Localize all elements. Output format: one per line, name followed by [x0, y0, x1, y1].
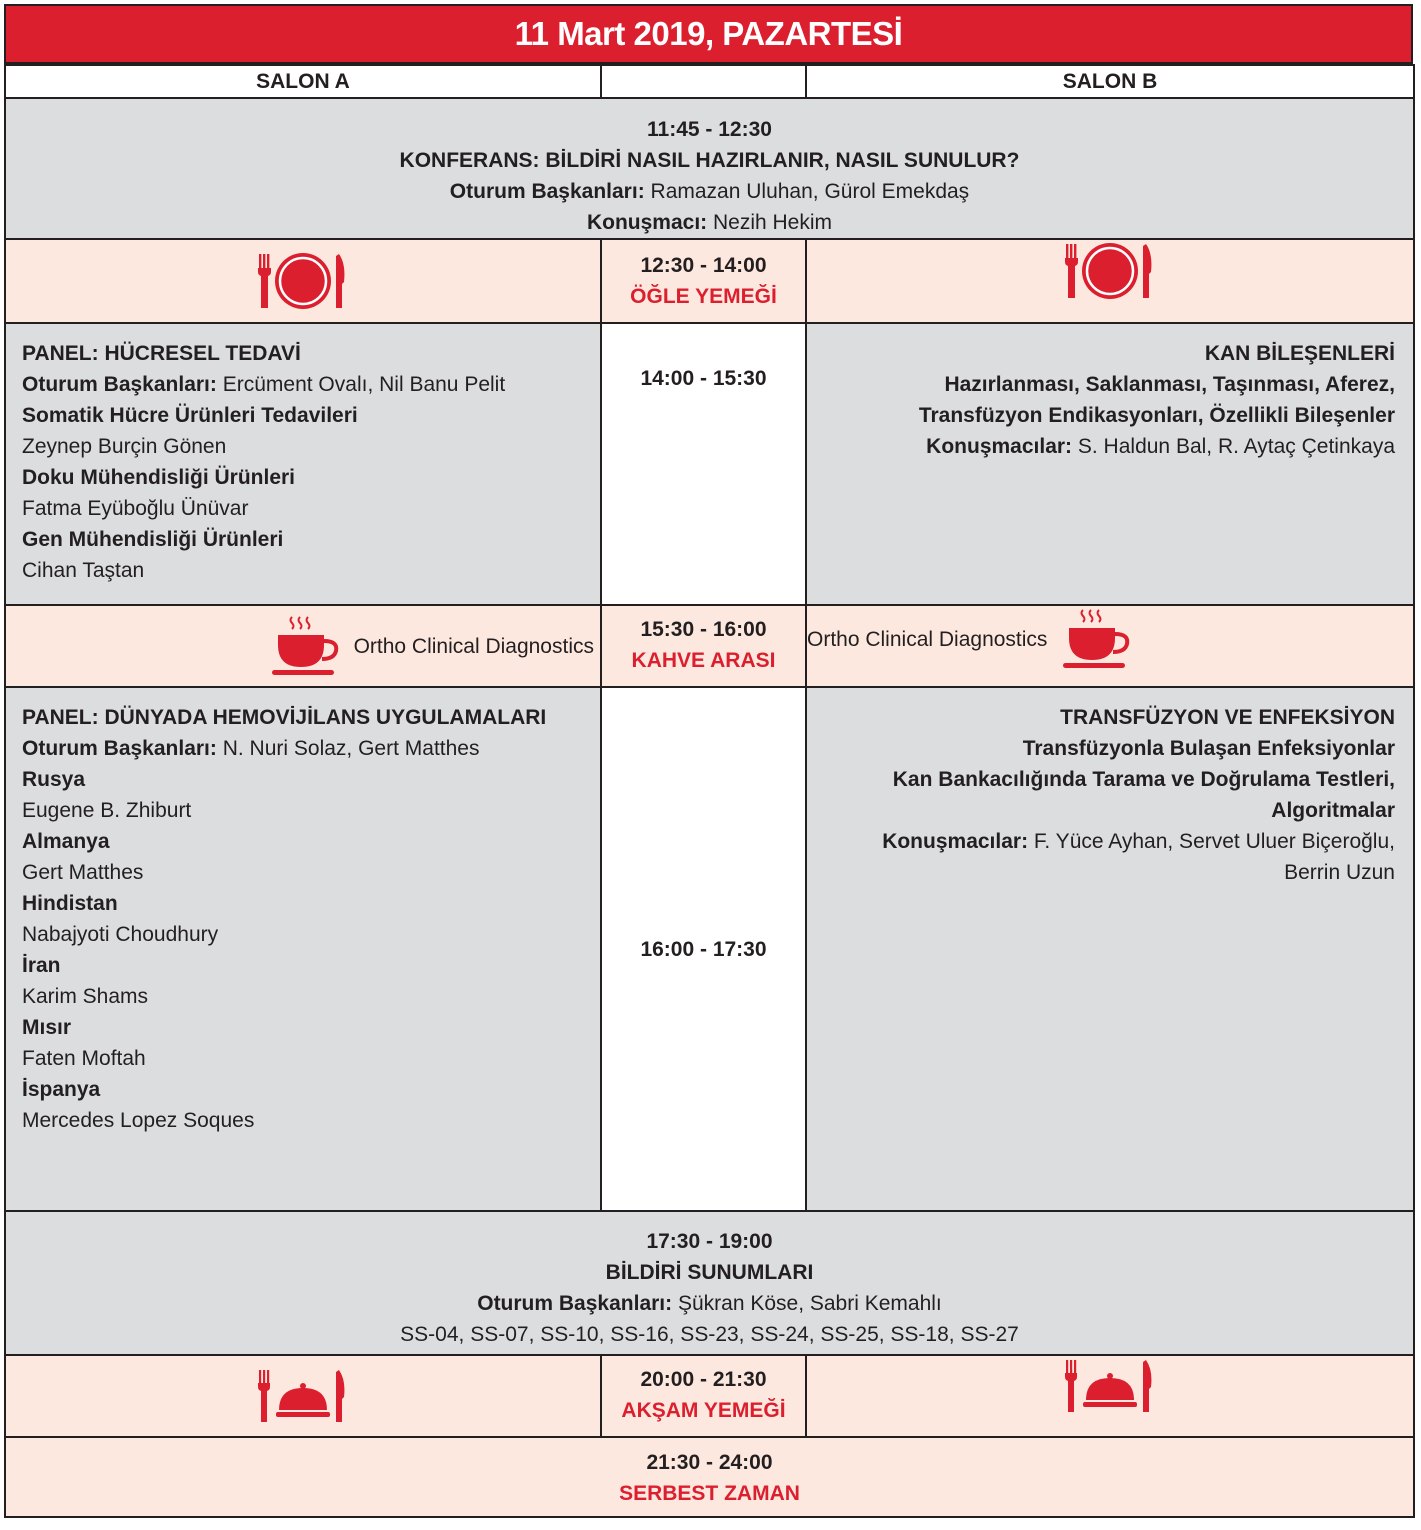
session2-speaker: Faten Moftah — [22, 1047, 146, 1070]
session1-right-subtitle: Transfüzyon Endikasyonları, Özellikli Bileşenler — [918, 404, 1395, 427]
papers-row — [5, 1211, 1414, 1355]
session1-speakers: S. Haldun Bal, R. Aytaç Çetinkaya — [1072, 435, 1395, 458]
session1-speakers-line — [823, 431, 1395, 462]
session2-speaker: Gert Matthes — [22, 861, 144, 884]
cloche-cutlery-icon — [6, 1356, 600, 1436]
session2-chairs-line — [22, 733, 584, 764]
session1-speaker: Fatma Eyüboğlu Ünüvar — [22, 497, 249, 520]
coffee-label: KAHVE ARASI — [631, 649, 776, 672]
papers-chairs-line — [6, 1288, 1413, 1319]
session2-country: Almanya — [22, 830, 110, 853]
coffee-center-cell — [601, 605, 806, 687]
session2-country: İspanya — [22, 1078, 101, 1101]
coffee-time: 15:30 - 16:00 — [640, 618, 767, 641]
session2-speaker: Mercedes Lopez Soques — [22, 1109, 255, 1132]
lunch-left-cell — [5, 239, 601, 323]
coffee-row — [5, 605, 1414, 687]
conference-row — [5, 98, 1414, 239]
coffee-sponsor-left: Ortho Clinical Diagnostics — [353, 634, 594, 658]
session2-speakers-line — [823, 826, 1395, 857]
lunch-row — [5, 239, 1414, 323]
session1-left-title: PANEL: HÜCRESEL TEDAVİ — [22, 342, 301, 365]
dinner-left-cell — [5, 1355, 601, 1437]
papers-time: 17:30 - 19:00 — [646, 1230, 773, 1253]
conference-speaker-line — [6, 207, 1413, 238]
lunch-center-cell — [601, 239, 806, 323]
lunch-right-cell — [806, 239, 1414, 323]
session1-speaker: Cihan Taştan — [22, 559, 145, 582]
conference-cell — [5, 98, 1414, 239]
session2-right-subtitle: Algoritmalar — [1271, 799, 1395, 822]
session2-time: 16:00 - 17:30 — [640, 937, 767, 961]
dinner-row — [5, 1355, 1414, 1437]
session2-right-cell — [806, 687, 1414, 1211]
page-title: 11 Mart 2019, PAZARTESİ — [4, 4, 1413, 64]
chairs-label: Oturum Başkanları: — [477, 1292, 673, 1315]
conference-title: KONFERANS: BİLDİRİ NASIL HAZIRLANIR, NASIL SUNULUR? — [399, 149, 1020, 172]
lunch-label: ÖĞLE YEMEĞİ — [630, 285, 777, 308]
free-label: SERBEST ZAMAN — [619, 1482, 800, 1505]
papers-cell — [5, 1211, 1414, 1355]
coffee-sponsor-right: Ortho Clinical Diagnostics — [807, 627, 1048, 651]
coffee-left-cell — [5, 605, 601, 687]
salon-a-header: SALON A — [5, 65, 601, 98]
session1-speaker: Zeynep Burçin Gönen — [22, 435, 227, 458]
dinner-right-cell — [806, 1355, 1414, 1437]
speakers-label: Konuşmacılar: — [882, 830, 1029, 853]
chairs-label: Oturum Başkanları: — [22, 737, 217, 760]
session2-right-subtitle: Kan Bankacılığında Tarama ve Doğrulama Testleri, — [892, 768, 1395, 791]
cloche-cutlery-icon — [807, 1356, 1413, 1416]
session1-chairs-line — [22, 369, 584, 400]
session2-country: İran — [22, 954, 61, 977]
header-row — [5, 65, 1414, 98]
session2-country: Hindistan — [22, 892, 118, 915]
conference-chairs: Ramazan Uluhan, Gürol Emekdaş — [644, 180, 970, 203]
session1-chairs: Ercüment Ovalı, Nil Banu Pelit — [216, 373, 506, 396]
dinner-label: AKŞAM YEMEĞİ — [621, 1399, 786, 1422]
session1-right-title: KAN BİLEŞENLERİ — [1204, 342, 1395, 365]
conference-time: 11:45 - 12:30 — [647, 118, 772, 141]
session2-country: Mısır — [22, 1016, 72, 1039]
dinner-center-cell — [601, 1355, 806, 1437]
papers-codes: SS-04, SS-07, SS-10, SS-16, SS-23, SS-24, SS-25, SS-18, SS-27 — [400, 1323, 1019, 1346]
session2-left-title: PANEL: DÜNYADA HEMOVİJİLANS UYGULAMALARI — [22, 706, 547, 729]
chairs-label: Oturum Başkanları: — [449, 180, 645, 203]
session2-speakers-cont: Berrin Uzun — [1284, 861, 1395, 884]
papers-chairs: Şükran Köse, Sabri Kemahlı — [672, 1292, 942, 1315]
session2-country: Rusya — [22, 768, 86, 791]
session1-topic: Somatik Hücre Ürünleri Tedavileri — [22, 404, 358, 427]
schedule-table — [4, 64, 1415, 1518]
conference-chairs-line — [6, 176, 1413, 207]
session2-speaker: Karim Shams — [22, 985, 149, 1008]
session1-topic: Gen Mühendisliği Ürünleri — [22, 528, 284, 551]
session2-right-title: TRANSFÜZYON VE ENFEKSİYON — [1060, 706, 1395, 729]
lunch-time: 12:30 - 14:00 — [640, 254, 767, 277]
session2-speakers: F. Yüce Ayhan, Servet Uluer Biçeroğlu, — [1028, 830, 1395, 853]
free-time: 21:30 - 24:00 — [646, 1451, 773, 1474]
speaker-label: Konuşmacı: — [586, 211, 708, 234]
coffee-right-cell — [806, 605, 1414, 687]
session1-row — [5, 323, 1414, 605]
conference-speaker: Nezih Hekim — [707, 211, 833, 234]
session1-right-subtitle: Hazırlanması, Saklanması, Taşınması, Aferez, — [944, 373, 1395, 396]
session1-topic: Doku Mühendisliği Ürünleri — [22, 466, 296, 489]
session2-speaker: Nabajyoti Choudhury — [22, 923, 219, 946]
salon-b-header: SALON B — [806, 65, 1414, 98]
session2-row — [5, 687, 1414, 1211]
coffee-cup-icon — [272, 613, 340, 679]
free-row — [5, 1437, 1414, 1517]
chairs-label: Oturum Başkanları: — [22, 373, 217, 396]
speakers-label: Konuşmacılar: — [926, 435, 1073, 458]
coffee-cup-icon — [1063, 606, 1131, 672]
session2-left-cell — [5, 687, 601, 1211]
session1-time-cell — [601, 323, 806, 605]
plate-cutlery-icon — [6, 240, 600, 322]
papers-title: BİLDİRİ SUNUMLARI — [605, 1261, 814, 1284]
program-sheet — [4, 4, 1413, 1518]
middle-header — [601, 65, 806, 98]
session1-right-cell — [806, 323, 1414, 605]
plate-cutlery-icon — [807, 240, 1413, 302]
free-cell — [5, 1437, 1414, 1517]
session1-left-cell — [5, 323, 601, 605]
session2-chairs: N. Nuri Solaz, Gert Matthes — [216, 737, 480, 760]
dinner-time: 20:00 - 21:30 — [640, 1368, 767, 1391]
session1-time: 14:00 - 15:30 — [640, 367, 767, 390]
session2-speaker: Eugene B. Zhiburt — [22, 799, 192, 822]
session2-time-cell — [601, 687, 806, 1211]
session2-right-subtitle: Transfüzyonla Bulaşan Enfeksiyonlar — [1022, 737, 1395, 760]
